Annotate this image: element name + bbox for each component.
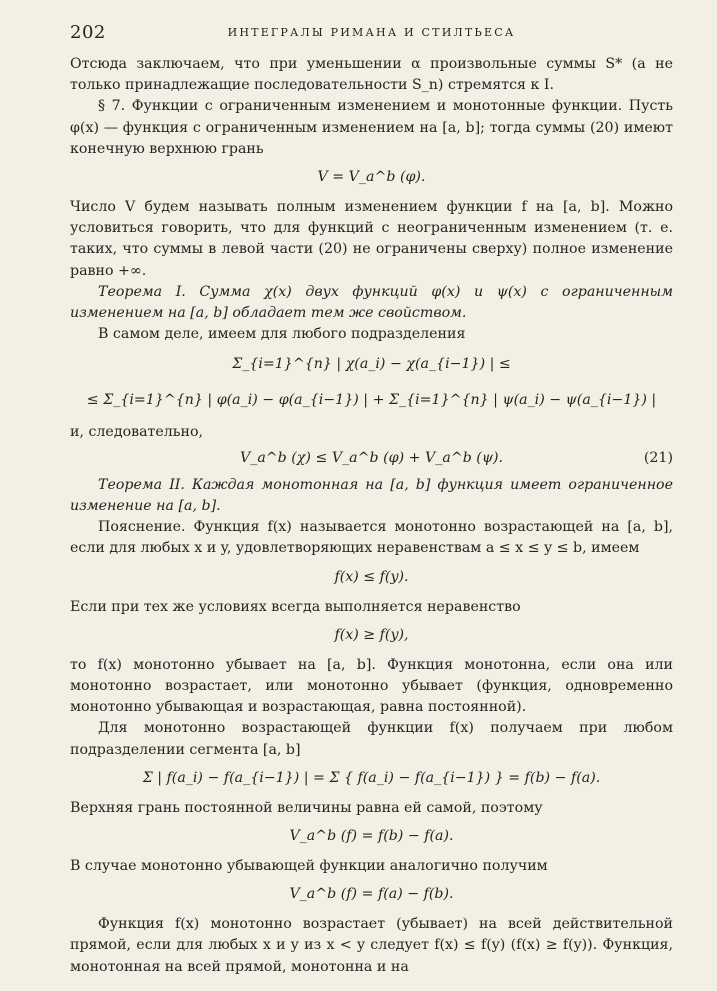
formula-total-variation: V = V_a^b (φ). bbox=[317, 169, 426, 186]
formula-21-body: V_a^b (χ) ≤ V_a^b (φ) + V_a^b (ψ). bbox=[239, 449, 504, 466]
formula-sum-phi-psi: ≤ Σ_{i=1}^{n} | φ(a_i) − φ(a_{i−1}) | + Σ_{i=1}^{n} | ψ(a_i) − ψ(a_{i−1}) | bbox=[86, 392, 657, 409]
formula-increasing: f(x) ≤ f(y). bbox=[334, 568, 409, 585]
page-body bbox=[70, 54, 673, 978]
paragraph-consequently: и, следовательно, bbox=[70, 424, 204, 441]
paragraph-total-variation: Число V будем называть полным изменением функции f на [a, b]. Можно условиться говорить, что для функций с неограниченным изменением (т. е. таких, что суммы в левой части (20) не ограничены сверху) полное изменение равно +∞. bbox=[70, 199, 673, 279]
formula-decreasing: f(x) ≥ f(y), bbox=[334, 626, 409, 643]
paragraph-monotone-definition: то f(x) монотонно убывает на [a, b]. Функция монотонна, если она или монотонно возрастает, или монотонно убывает (функция, одновременно монотонно убывающая и возрастающая, равна постоянной). bbox=[70, 656, 673, 716]
equation-number-21: (21) bbox=[643, 449, 673, 466]
running-title: ИНТЕГРАЛЫ РИМАНА И СТИЛТЬЕСА bbox=[227, 26, 516, 39]
section-7-paragraph: § 7. Функции с ограниченным изменением и монотонные функции. Пусть φ(x) — функция с ограниченным изменением на [a, b]; тогда суммы (20) имеют конечную верхнюю грань bbox=[70, 98, 673, 157]
formula-telescoping-sum: Σ | f(a_i) − f(a_{i−1}) | = Σ { f(a_i) − f(a_{i−1}) } = f(b) − f(a). bbox=[142, 769, 601, 786]
paragraph-conclusion: Отсюда заключаем, что при уменьшении α произвольные суммы S* (а не только принадлежащие последовательности S_n) стремятся к I. bbox=[70, 56, 673, 94]
paragraph-decreasing-case: В случае монотонно убывающей функции аналогично получим bbox=[70, 858, 548, 875]
paragraph-whole-line: Функция f(x) монотонно возрастает (убывает) на всей действительной прямой, если для любых x и y из x < y следует f(x) ≤ f(y) (f(x) ≥ f(y)). Функция, монотонная на всей прямой, монотонна и на bbox=[70, 916, 673, 975]
theorem-2: Теорема II. Каждая монотонная на [a, b] функция имеет ограниченное изменение на [a, b]. bbox=[70, 476, 673, 515]
paragraph-proof-intro: В самом деле, имеем для любого подразделения bbox=[98, 326, 466, 343]
theorem-1: Теорема I. Сумма χ(x) двух функций φ(x) и ψ(x) с ограниченным изменением на [a, b] обладает тем же свойством. bbox=[70, 283, 673, 322]
paragraph-upper-bound: Верхняя грань постоянной величины равна ей самой, поэтому bbox=[70, 799, 543, 816]
paragraph-same-conditions: Если при тех же условиях всегда выполняется неравенство bbox=[70, 598, 521, 615]
page-number: 202 bbox=[70, 22, 106, 43]
paragraph-increasing-case: Для монотонно возрастающей функции f(x) получаем при любом подразделении сегмента [a, b] bbox=[70, 720, 673, 758]
page-header bbox=[70, 22, 673, 44]
formula-21 bbox=[70, 448, 673, 469]
paragraph-explanation: Пояснение. Функция f(x) называется монотонно возрастающей на [a, b], если для любых x и y, удовлетворяющих неравенствам a ≤ x ≤ y ≤ b, имеем bbox=[70, 519, 673, 557]
formula-variation-increasing: V_a^b (f) = f(b) − f(a). bbox=[289, 828, 454, 845]
formula-variation-decreasing: V_a^b (f) = f(a) − f(b). bbox=[289, 886, 454, 903]
formula-sum-chi: Σ_{i=1}^{n} | χ(a_i) − χ(a_{i−1}) | ≤ bbox=[232, 356, 511, 373]
